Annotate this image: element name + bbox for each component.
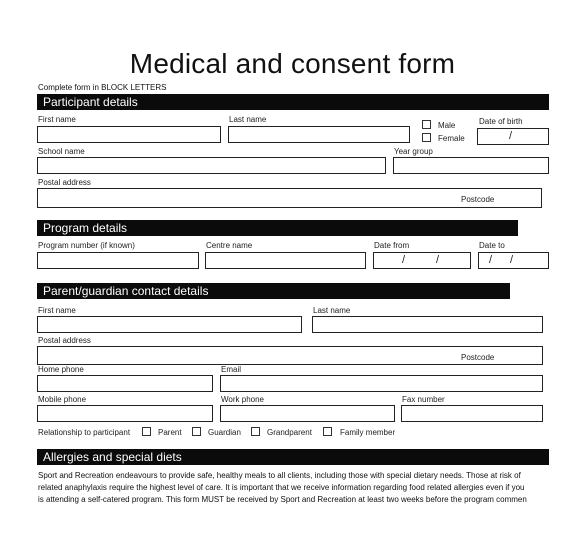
- school-name-input[interactable]: [37, 157, 386, 174]
- year-group-label: Year group: [394, 147, 433, 156]
- male-checkbox[interactable]: [422, 120, 431, 129]
- allergies-line-1: Sport and Recreation endeavours to provide safe, healthy meals to all clients, including those with special dietary needs. Those at risk of: [38, 471, 521, 480]
- grandparent-checkbox[interactable]: [251, 427, 260, 436]
- mobile-phone-label: Mobile phone: [38, 395, 87, 404]
- fax-number-label: Fax number: [402, 395, 445, 404]
- family-member-label: Family member: [340, 428, 396, 437]
- date-to-slash-2: /: [510, 254, 514, 266]
- relationship-label: Relationship to participant: [38, 428, 131, 437]
- guardian-last-name-input[interactable]: [312, 316, 543, 333]
- participant-postal-input[interactable]: [37, 188, 542, 208]
- home-phone-input[interactable]: [37, 375, 213, 392]
- guardian-last-name-label: Last name: [313, 306, 351, 315]
- section-allergies-header: Allergies and special diets: [37, 449, 549, 465]
- dob-slash: /: [509, 130, 513, 142]
- fax-number-input[interactable]: [401, 405, 543, 422]
- dob-input[interactable]: [477, 128, 549, 145]
- work-phone-input[interactable]: [220, 405, 395, 422]
- guardian-first-name-label: First name: [38, 306, 76, 315]
- section-guardian-header: Parent/guardian contact details: [37, 283, 510, 299]
- centre-name-input[interactable]: [205, 252, 366, 269]
- female-checkbox[interactable]: [422, 133, 431, 142]
- guardian-postcode-label: Postcode: [461, 353, 495, 362]
- dob-label: Date of birth: [479, 117, 523, 126]
- participant-postcode-label: Postcode: [461, 195, 495, 204]
- date-from-slash-1: /: [402, 254, 406, 266]
- guardian-label: Guardian: [208, 428, 241, 437]
- form-title: Medical and consent form: [129, 48, 456, 79]
- email-input[interactable]: [220, 375, 543, 392]
- participant-last-name-input[interactable]: [228, 126, 410, 143]
- date-from-label: Date from: [374, 241, 410, 250]
- section-participant-header: Participant details: [37, 94, 549, 110]
- school-name-label: School name: [38, 147, 85, 156]
- grandparent-label: Grandparent: [267, 428, 312, 437]
- guardian-postal-input[interactable]: [37, 346, 543, 365]
- home-phone-label: Home phone: [38, 365, 84, 374]
- allergies-line-3: is attending a self-catered program. This form MUST be received by Sport and Recreation at least two weeks before the program commen: [38, 495, 527, 504]
- program-number-label: Program number (if known): [38, 241, 135, 250]
- centre-name-label: Centre name: [206, 241, 253, 250]
- date-to-label: Date to: [479, 241, 505, 250]
- participant-first-name-input[interactable]: [37, 126, 221, 143]
- female-label: Female: [438, 134, 465, 143]
- parent-checkbox[interactable]: [142, 427, 151, 436]
- male-label: Male: [438, 121, 456, 130]
- participant-last-name-label: Last name: [229, 115, 267, 124]
- email-label: Email: [221, 365, 242, 374]
- allergies-paragraph: [38, 470, 585, 506]
- guardian-first-name-input[interactable]: [37, 316, 302, 333]
- participant-postal-label: Postal address: [38, 178, 91, 187]
- parent-label: Parent: [158, 428, 182, 437]
- year-group-input[interactable]: [393, 157, 549, 174]
- participant-first-name-label: First name: [38, 115, 76, 124]
- date-to-slash-1: /: [489, 254, 493, 266]
- mobile-phone-input[interactable]: [37, 405, 213, 422]
- date-from-slash-2: /: [436, 254, 440, 266]
- work-phone-label: Work phone: [221, 395, 264, 404]
- date-from-input[interactable]: [373, 252, 471, 269]
- guardian-postal-label: Postal address: [38, 336, 91, 345]
- section-program-header: Program details: [37, 220, 518, 236]
- guardian-checkbox[interactable]: [192, 427, 201, 436]
- allergies-line-2: related anaphylaxis require the highest level of care. It is important that we receive information regarding food related allergies even if you: [38, 483, 525, 492]
- instruction-text: Complete form in BLOCK LETTERS: [38, 83, 167, 92]
- date-to-input[interactable]: [478, 252, 549, 269]
- program-number-input[interactable]: [37, 252, 199, 269]
- family-member-checkbox[interactable]: [323, 427, 332, 436]
